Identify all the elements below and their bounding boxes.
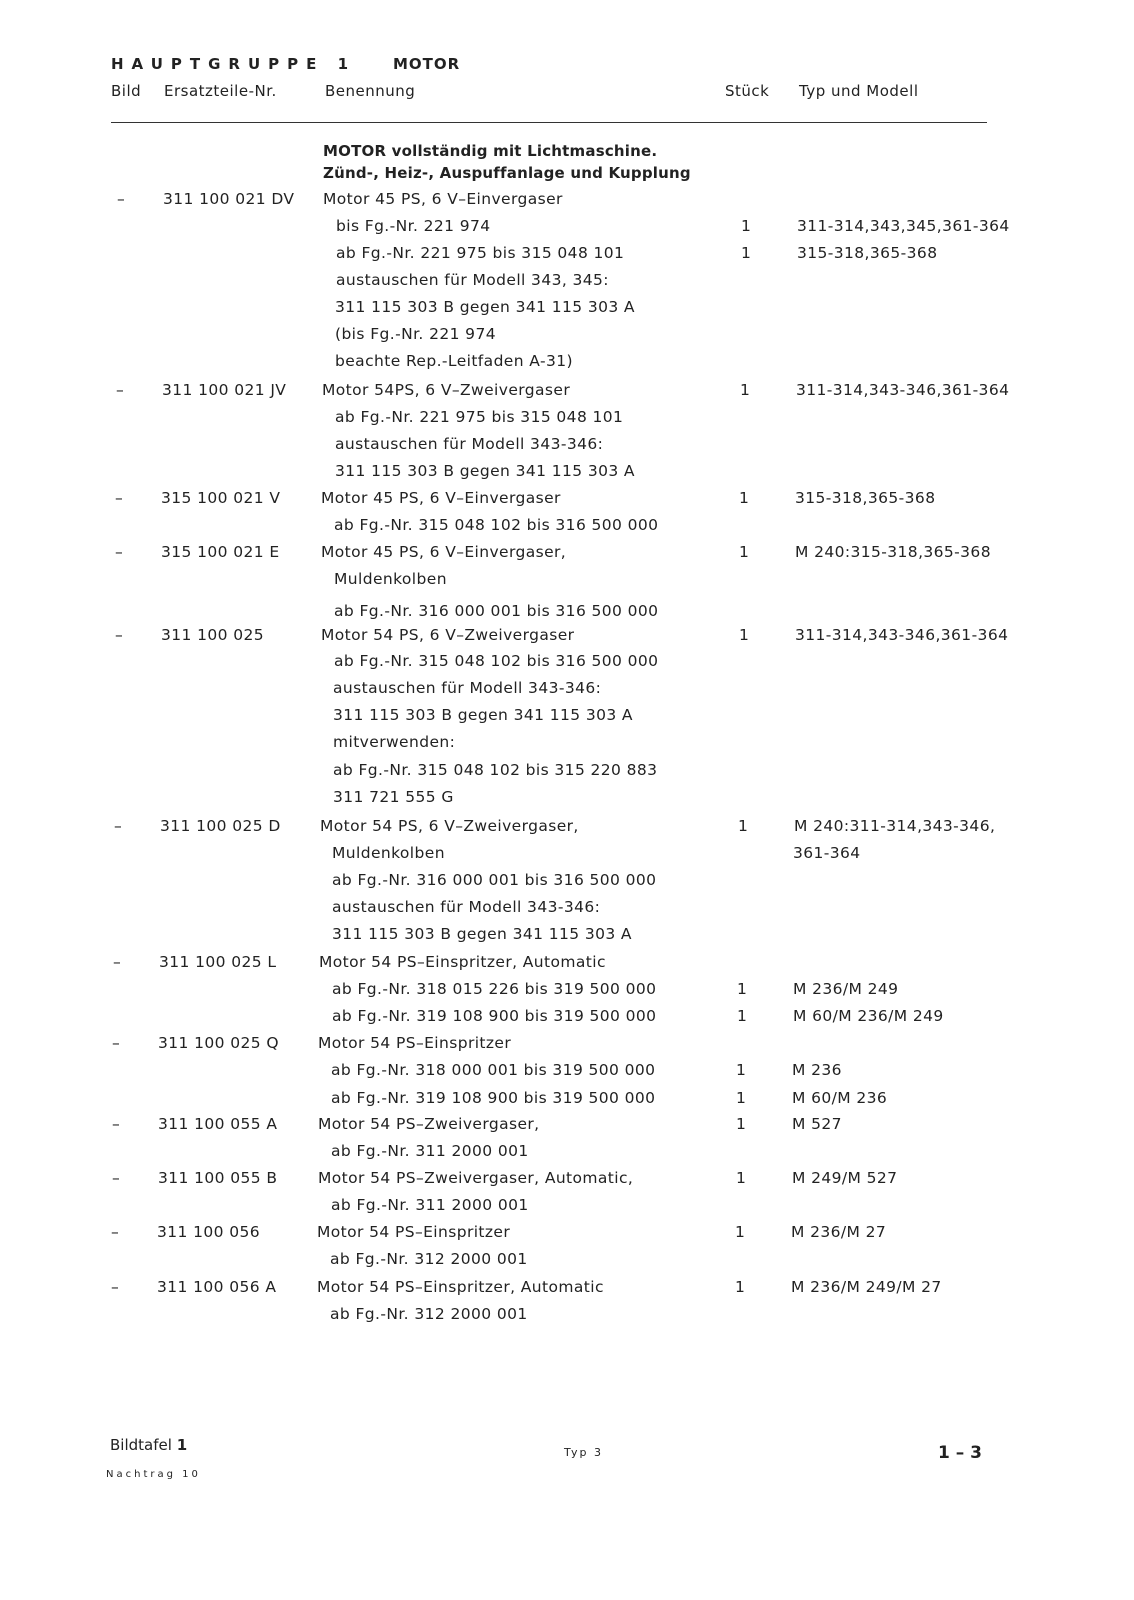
row-quantity: 1 <box>735 1278 746 1296</box>
row-quantity: 1 <box>736 1169 747 1187</box>
row-bild: – <box>114 817 123 835</box>
row-bild: – <box>113 953 122 971</box>
section-title: MOTOR <box>393 55 461 73</box>
row-description: Motor 45 PS, 6 V–Einvergaser, <box>321 543 567 561</box>
column-header-description: Benennung <box>325 82 416 100</box>
row-description: 311 115 303 B gegen 341 115 303 A <box>335 298 635 316</box>
row-description: ab Fg.-Nr. 316 000 001 bis 316 500 000 <box>334 602 659 620</box>
row-description: 311 115 303 B gegen 341 115 303 A <box>335 462 635 480</box>
row-bild: – <box>111 1278 120 1296</box>
row-part-number: 311 100 055 A <box>158 1115 278 1133</box>
row-description: ab Fg.-Nr. 315 048 102 bis 316 500 000 <box>334 652 659 670</box>
row-description: 311 115 303 B gegen 341 115 303 A <box>332 925 632 943</box>
row-type-model: M 60/M 236 <box>792 1089 888 1107</box>
bildtafel-number: 1 <box>176 1436 188 1454</box>
row-type-model: 311-314,343-346,361-364 <box>795 626 1009 644</box>
row-description: ab Fg.-Nr. 221 975 bis 315 048 101 <box>336 244 625 262</box>
row-bild: – <box>117 190 126 208</box>
column-header-type-model: Typ und Modell <box>799 82 919 100</box>
row-quantity: 1 <box>736 1061 747 1079</box>
footer-nachtrag: Nachtrag 10 <box>106 1469 201 1480</box>
row-description: ab Fg.-Nr. 315 048 102 bis 316 500 000 <box>334 516 659 534</box>
row-description: mitverwenden: <box>333 733 456 751</box>
row-quantity: 1 <box>736 1115 747 1133</box>
row-description: bis Fg.-Nr. 221 974 <box>336 217 491 235</box>
row-description: Muldenkolben <box>334 570 447 588</box>
row-bild: – <box>112 1169 121 1187</box>
row-part-number: 311 100 025 <box>161 626 265 644</box>
row-quantity: 1 <box>741 244 752 262</box>
group-title: HAUPTGRUPPE 1 <box>111 55 357 73</box>
row-type-model: M 236 <box>792 1061 842 1079</box>
row-description: 311 721 555 G <box>333 788 454 806</box>
bildtafel-label: Bildtafel <box>110 1436 172 1454</box>
header-divider <box>111 122 987 123</box>
row-description: ab Fg.-Nr. 311 2000 001 <box>331 1196 529 1214</box>
column-header-part-number: Ersatzteile-Nr. <box>164 82 277 100</box>
row-description: 311 115 303 B gegen 341 115 303 A <box>333 706 633 724</box>
row-bild: – <box>112 1034 121 1052</box>
row-description: ab Fg.-Nr. 319 108 900 bis 319 500 000 <box>331 1089 656 1107</box>
row-description: ab Fg.-Nr. 319 108 900 bis 319 500 000 <box>332 1007 657 1025</box>
row-description: Motor 54 PS–Einspritzer <box>318 1034 512 1052</box>
column-header-bild: Bild <box>111 82 142 100</box>
row-part-number: 315 100 021 E <box>161 543 280 561</box>
row-bild: – <box>115 543 124 561</box>
row-description: Motor 54 PS, 6 V–Zweivergaser, <box>320 817 579 835</box>
row-bild: – <box>112 1115 121 1133</box>
row-description: Motor 45 PS, 6 V–Einvergaser <box>321 489 561 507</box>
row-description: ab Fg.-Nr. 221 975 bis 315 048 101 <box>335 408 624 426</box>
row-bild: – <box>115 626 124 644</box>
row-quantity: 1 <box>739 626 750 644</box>
row-description: austauschen für Modell 343-346: <box>335 435 604 453</box>
row-description: Motor 54 PS–Zweivergaser, Automatic, <box>318 1169 634 1187</box>
row-part-number: 311 100 025 Q <box>158 1034 279 1052</box>
row-type-model: 311-314,343-346,361-364 <box>796 381 1010 399</box>
row-description: Motor 54 PS–Einspritzer, Automatic <box>319 953 606 971</box>
row-type-model: M 527 <box>792 1115 842 1133</box>
row-quantity: 1 <box>739 543 750 561</box>
row-description: ab Fg.-Nr. 311 2000 001 <box>331 1142 529 1160</box>
footer-bildtafel <box>110 1436 187 1454</box>
row-part-number: 311 100 021 DV <box>163 190 295 208</box>
row-description: austauschen für Modell 343-346: <box>332 898 601 916</box>
row-description: ab Fg.-Nr. 318 015 226 bis 319 500 000 <box>332 980 657 998</box>
row-type-model: M 236/M 27 <box>791 1223 887 1241</box>
row-type-model: 361-364 <box>793 844 861 862</box>
row-description: ab Fg.-Nr. 312 2000 001 <box>330 1250 528 1268</box>
row-type-model: 311-314,343,345,361-364 <box>797 217 1010 235</box>
row-description: Motor 54 PS, 6 V–Zweivergaser <box>321 626 575 644</box>
row-quantity: 1 <box>741 217 752 235</box>
row-type-model: 315-318,365-368 <box>797 244 938 262</box>
row-type-model: M 236/M 249 <box>793 980 899 998</box>
row-description: MOTOR vollständig mit Lichtmaschine. <box>323 142 658 160</box>
row-description: Zünd-, Heiz-, Auspuffanlage und Kupplung <box>323 164 691 182</box>
row-description: Motor 45 PS, 6 V–Einvergaser <box>323 190 563 208</box>
row-quantity: 1 <box>737 1007 748 1025</box>
row-part-number: 311 100 021 JV <box>162 381 287 399</box>
row-description: beachte Rep.-Leitfaden A-31) <box>335 352 573 370</box>
row-quantity: 1 <box>739 489 750 507</box>
row-type-model: M 60/M 236/M 249 <box>793 1007 944 1025</box>
row-part-number: 311 100 056 <box>157 1223 261 1241</box>
footer-typ: Typ 3 <box>564 1446 603 1459</box>
row-type-model: 315-318,365-368 <box>795 489 936 507</box>
row-type-model: M 236/M 249/M 27 <box>791 1278 942 1296</box>
row-bild: – <box>116 381 125 399</box>
row-quantity: 1 <box>738 817 749 835</box>
row-description: Motor 54 PS–Zweivergaser, <box>318 1115 540 1133</box>
row-part-number: 315 100 021 V <box>161 489 281 507</box>
row-description: austauschen für Modell 343, 345: <box>336 271 609 289</box>
row-type-model: M 240:315-318,365-368 <box>795 543 991 561</box>
row-type-model: M 249/M 527 <box>792 1169 898 1187</box>
row-part-number: 311 100 025 L <box>159 953 277 971</box>
row-bild: – <box>115 489 124 507</box>
page-header <box>111 55 461 73</box>
row-quantity: 1 <box>737 980 748 998</box>
row-quantity: 1 <box>740 381 751 399</box>
row-part-number: 311 100 056 A <box>157 1278 277 1296</box>
row-quantity: 1 <box>735 1223 746 1241</box>
row-description: Motor 54PS, 6 V–Zweivergaser <box>322 381 571 399</box>
row-part-number: 311 100 055 B <box>158 1169 278 1187</box>
row-type-model: M 240:311-314,343-346, <box>794 817 996 835</box>
row-description: ab Fg.-Nr. 312 2000 001 <box>330 1305 528 1323</box>
row-description: Motor 54 PS–Einspritzer <box>317 1223 511 1241</box>
row-description: (bis Fg.-Nr. 221 974 <box>335 325 496 343</box>
row-quantity: 1 <box>736 1089 747 1107</box>
row-description: ab Fg.-Nr. 318 000 001 bis 319 500 000 <box>331 1061 656 1079</box>
row-description: ab Fg.-Nr. 315 048 102 bis 315 220 883 <box>333 761 658 779</box>
row-description: Motor 54 PS–Einspritzer, Automatic <box>317 1278 604 1296</box>
column-header-quantity: Stück <box>725 82 770 100</box>
page-number: 1 – 3 <box>938 1443 982 1463</box>
row-description: Muldenkolben <box>332 844 445 862</box>
row-description: ab Fg.-Nr. 316 000 001 bis 316 500 000 <box>332 871 657 889</box>
row-description: austauschen für Modell 343-346: <box>333 679 602 697</box>
row-bild: – <box>111 1223 120 1241</box>
row-part-number: 311 100 025 D <box>160 817 281 835</box>
